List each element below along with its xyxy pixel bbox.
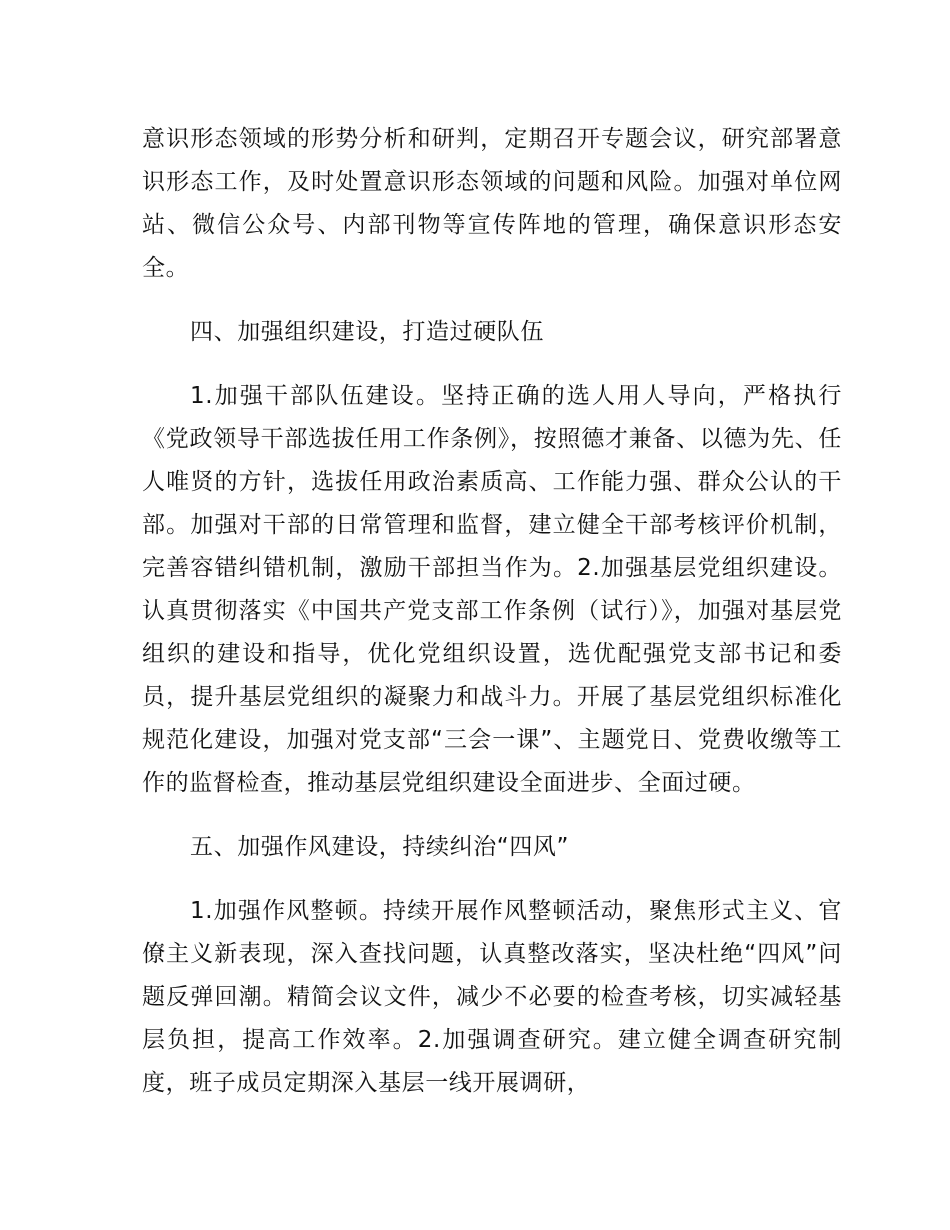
document-page: [142, 118, 842, 1126]
paragraph-organization-building: 1.加强干部队伍建设。坚持正确的选人用人导向，严格执行《党政领导干部选拔任用工作条例》，按照德才兼备、以德为先、任人唯贤的方针，选拔任用政治素质高、工作能力强、群众公认的干部。加强对干部的日常管理和监督，建立健全干部考核评价机制，完善容错纠错机制，激励干部担当作为。2.加强基层党组织建设。认真贯彻落实《中国共产党支部工作条例（试行）》，加强对基层党组织的建设和指导，优化党组织设置，选优配强党支部书记和委员，提升基层党组织的凝聚力和战斗力。开展了基层党组织标准化规范化建设，加强对党支部“三会一课”、主题党日、党费收缴等工作的监督检查，推动基层党组织建设全面进步、全面过硬。: [142, 383, 842, 796]
paragraph-ideology-continuation: 意识形态领域的形势分析和研判，定期召开专题会议，研究部署意识形态工作，及时处置意识形态领域的问题和风险。加强对单位网站、微信公众号、内部刊物等宣传阵地的管理，确保意识形态安全。: [142, 126, 842, 281]
paragraph-work-style: 1.加强作风整顿。持续开展作风整顿活动，聚焦形式主义、官僚主义新表现，深入查找问题，认真整改落实，坚决杜绝“四风”问题反弹回潮。精简会议文件，减少不必要的检查考核，切实减轻基层负担，提高工作效率。2.加强调查研究。建立健全调查研究制度，班子成员定期深入基层一线开展调研，: [142, 898, 842, 1096]
section-heading-organization: 四、加强组织建设，打造过硬队伍: [190, 319, 544, 345]
section-heading-work-style: 五、加强作风建设，持续纠治“四风”: [190, 834, 570, 860]
